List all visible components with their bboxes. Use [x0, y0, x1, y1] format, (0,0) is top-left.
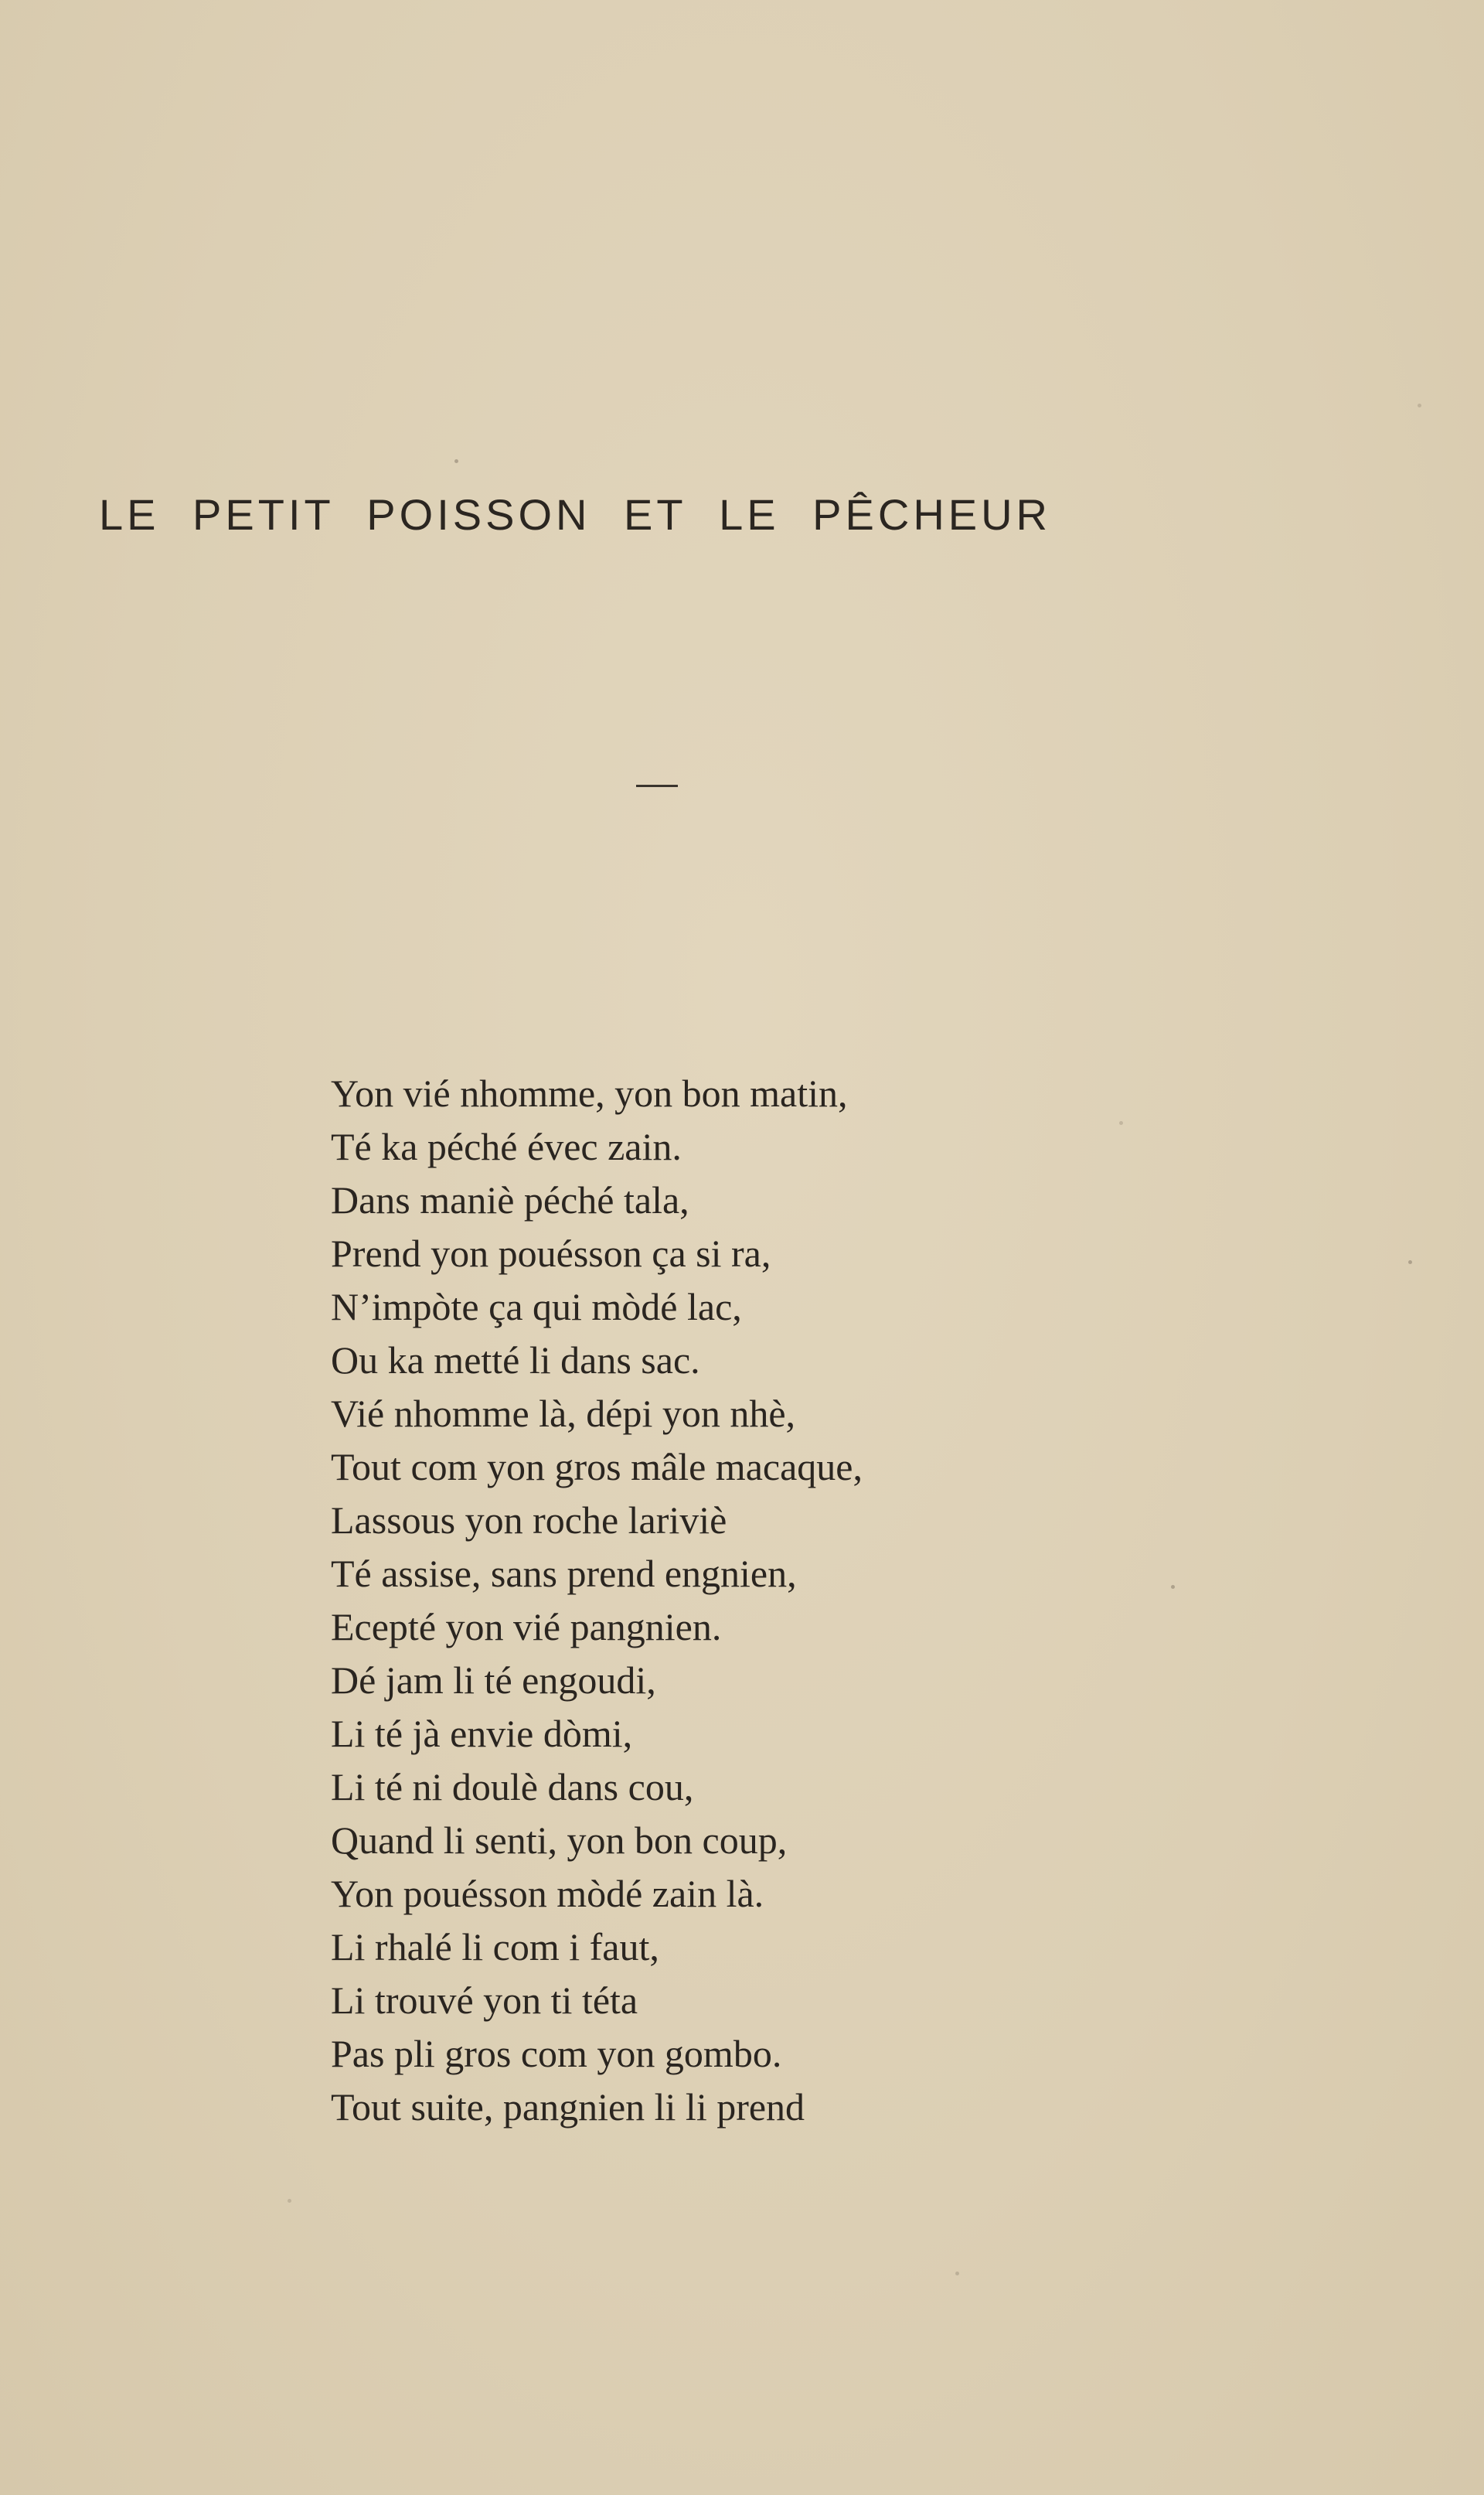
- paper-speck: [288, 2199, 291, 2203]
- poem-line: Li té ni doulè dans cou,: [331, 1765, 694, 1808]
- poem-line: Té assise, sans prend engnien,: [331, 1552, 797, 1595]
- poem-line: Li trouvé yon ti téta: [331, 1979, 638, 2022]
- poem-line: Li rhalé li com i faut,: [331, 1925, 659, 1968]
- poem-line: N’impòte ça qui mòdé lac,: [331, 1285, 742, 1328]
- poem-title: LE PETIT POISSON ET LE PÊCHEUR: [99, 490, 1051, 539]
- poem-line: Yon pouésson mòdé zain là.: [331, 1872, 764, 1915]
- poem-line: Tout suite, pangnien li li prend: [331, 2085, 805, 2129]
- poem-line: Yon vié nhomme, yon bon matin,: [331, 1072, 848, 1115]
- poem-line: Prend yon pouésson ça si ra,: [331, 1232, 771, 1275]
- poem-line: Vié nhomme là, dépi yon nhè,: [331, 1392, 796, 1435]
- poem-line: Ou ka metté li dans sac.: [331, 1338, 700, 1382]
- poem-line: Ecepté yon vié pangnien.: [331, 1605, 722, 1648]
- paper-speck: [955, 2272, 959, 2275]
- poem-line: Quand li senti, yon bon coup,: [331, 1818, 788, 1862]
- poem-line: Lassous yon roche lariviè: [331, 1498, 727, 1542]
- poem-line: Dé jam li té engoudi,: [331, 1658, 656, 1702]
- paper-speck: [1418, 404, 1421, 407]
- poem-line: Dans maniè péché tala,: [331, 1178, 689, 1222]
- paper-speck: [1119, 1121, 1123, 1125]
- poem-line: Té ka péché évec zain.: [331, 1125, 682, 1168]
- poem-line: Li té jà envie dòmi,: [331, 1712, 633, 1755]
- paper-speck: [1171, 1585, 1175, 1589]
- poem-text: [331, 1067, 1026, 2134]
- title-divider: [636, 785, 678, 787]
- paper-speck: [1408, 1260, 1412, 1264]
- poem-line: Pas pli gros com yon gombo.: [331, 2032, 782, 2075]
- poem-line: Tout com yon gros mâle macaque,: [331, 1445, 863, 1488]
- paper-speck: [454, 459, 458, 463]
